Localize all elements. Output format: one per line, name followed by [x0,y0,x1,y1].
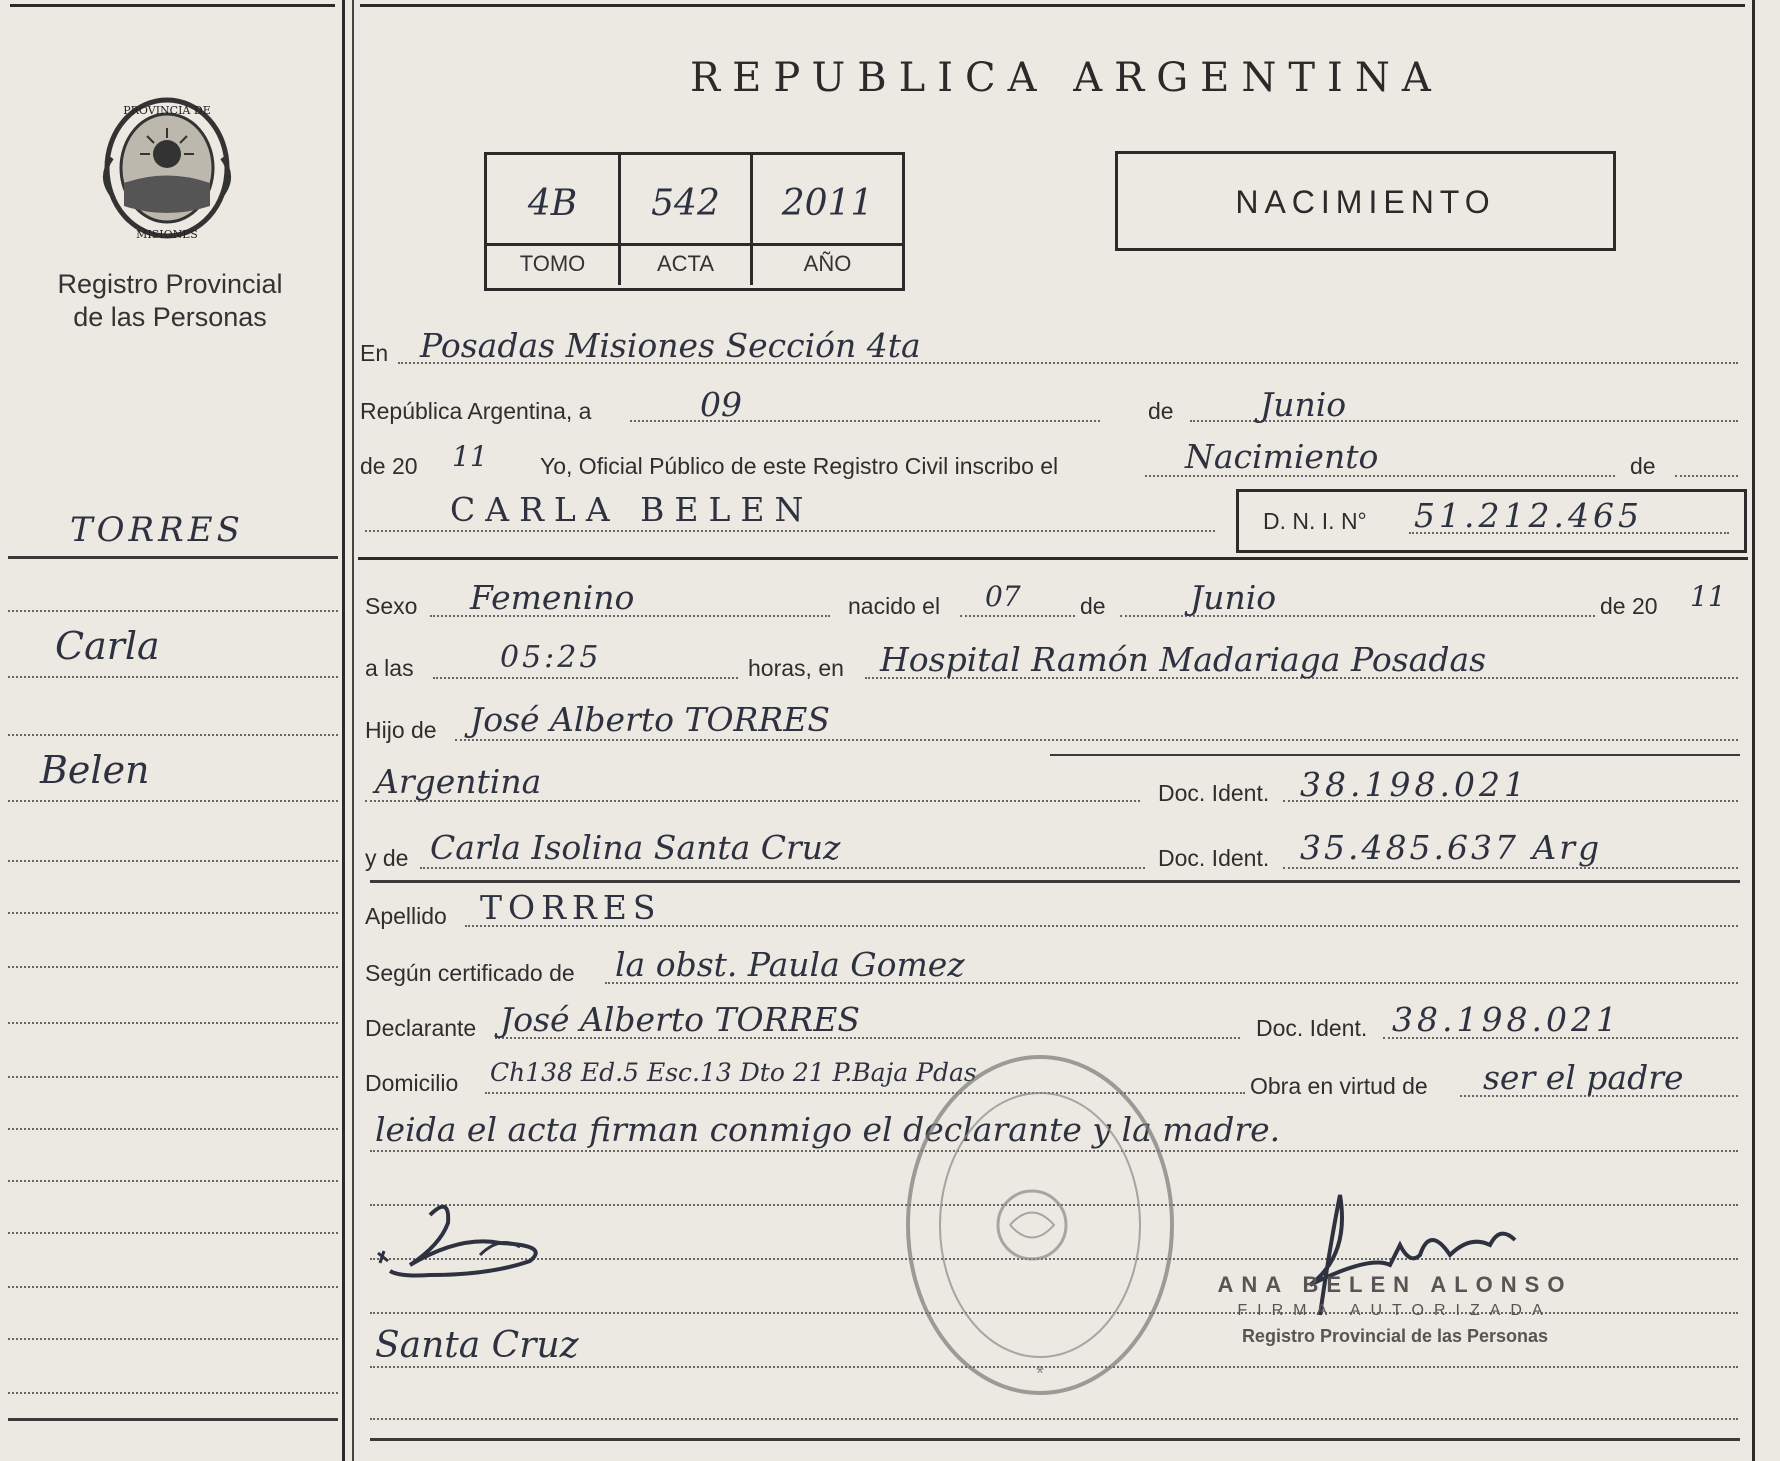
en-label: En [360,340,389,366]
margin-bottom-rule [8,1418,338,1421]
document-type-box [1115,151,1616,251]
margin-dotted-line [8,1076,338,1078]
domicilio-label: Domicilio [365,1070,459,1096]
year-prefix-label: de 20 [360,453,418,479]
column-divider-inner [352,0,354,1461]
svg-text:*: * [1036,1363,1044,1385]
segun-label: Según certificado de [365,960,575,986]
padre-doc: 38.198.021 [1300,765,1529,804]
month-de-label: de [1148,398,1174,424]
nombre-line [365,530,1215,532]
birth-de20-label: de 20 [1600,593,1658,619]
mother-signature: Santa Cruz [375,1325,579,1366]
column-divider [342,0,345,1461]
margin-dotted-line [8,676,338,678]
tomo-label: TOMO [519,251,586,276]
margin-dotted-line [8,800,338,802]
republica-label: República Argentina, a [360,398,592,424]
acta-label: ACTA [656,251,715,276]
birth-month: Junio [1190,578,1277,617]
margin-dotted-line [8,1232,338,1234]
top-rule-right [360,4,1745,7]
declarante-label: Declarante [365,1015,477,1041]
leida-value: leida el acta firman conmigo el declarante y la madre. [375,1110,1281,1149]
apellido-value: TORRES [480,888,662,927]
officer-stamp-org: Registro Provincial de las Personas [1241,1326,1549,1346]
dni-value: 51.212.465 [1414,496,1643,535]
margin-dotted-line [8,734,338,736]
margin-dotted-line [8,912,338,914]
record-number-box [484,152,905,291]
provincial-seal-icon [92,88,242,248]
hijo-label: Hijo de [365,717,437,743]
registry-name [20,268,320,334]
margin-first-name-2: Belen [40,748,150,792]
acta-cell [621,155,753,285]
document-title: REPUBLICA ARGENTINA [690,55,1443,101]
day-value: 09 [700,385,742,424]
lugar-value: Hospital Ramón Madariaga Posadas [880,640,1487,679]
padre-underline [1050,754,1740,756]
margin-dotted-line [8,1180,338,1182]
dni-box [1236,489,1747,553]
obra-value: ser el padre [1483,1058,1684,1097]
bottom-rule [370,1438,1740,1441]
margin-dotted-line [8,1338,338,1340]
father-signature-icon [370,1195,580,1285]
seal-upper-text: PROVINCIA DE [123,104,211,117]
acto-de-label: de [1630,453,1656,479]
margin-first-name-1: Carla [55,624,160,668]
birth-day-line [960,615,1075,617]
sexo-label: Sexo [365,593,418,619]
top-rule-left [10,4,335,7]
hora-line [433,677,738,679]
nombre-value: CARLA BELEN [450,490,814,529]
horas-label: horas, en [748,655,844,681]
margin-rule [8,556,338,559]
segun-value: la obst. Paula Gomez [615,945,965,984]
margin-dotted-line [8,1128,338,1130]
apellido-label: Apellido [365,903,447,929]
acto-value: Nacimiento [1185,437,1379,476]
tomo-value: 4B [527,183,578,224]
record-box-separator [487,243,902,246]
madre-doc-line [1283,867,1738,869]
padre-doc-label: Doc. Ident. [1158,780,1270,806]
margin-surname: TORRES [70,510,244,550]
seal-lower-text: MISIONES [136,228,198,241]
margin-dotted-line [8,1392,338,1394]
padre-line [455,739,1738,741]
yde-label: y de [365,845,409,871]
officer-stamp-role: FIRMA AUTORIZADA [1237,1302,1553,1319]
left-margin-column [0,0,345,1461]
nacionalidad-padre: Argentina [375,762,542,801]
madre-doc: 35.485.637 Arg [1300,828,1603,867]
signature-line [370,1418,1738,1420]
section-separator [358,557,1748,560]
margin-dotted-line [8,610,338,612]
year-value: 11 [452,440,488,473]
officer-stamp-name: ANA BELEN ALONSO [1217,1272,1573,1297]
declarante-doc: 38.198.021 [1392,1000,1621,1039]
month-value: Junio [1260,385,1347,424]
padre-value: José Alberto TORRES [470,700,830,739]
registry-line-1: Registro Provincial [57,269,283,299]
domicilio-value: Ch138 Ed.5 Esc.13 Dto 21 P.Baja Pdas [490,1058,977,1087]
madre-doc-label: Doc. Ident. [1158,845,1270,871]
parents-separator [370,880,1740,883]
anio-cell [753,155,902,285]
registry-line-2: de las Personas [73,302,267,332]
madre-line [420,867,1145,869]
margin-dotted-line [8,966,338,968]
document-type-label: NACIMIENTO [1235,184,1496,220]
alas-label: a las [365,655,414,681]
acta-value: 542 [651,183,720,224]
hospital-stamp-icon [900,1050,1180,1400]
acto-de-line [1675,475,1738,477]
right-border [1752,0,1755,1461]
margin-dotted-line [8,1286,338,1288]
margin-dotted-line [8,1022,338,1024]
tomo-cell [487,155,621,285]
officer-stamp [1195,1272,1595,1347]
margin-dotted-line [8,860,338,862]
madre-value: Carla Isolina Santa Cruz [430,828,841,867]
birth-de-label: de [1080,593,1106,619]
birth-day: 07 [985,580,1021,613]
declarante-value: José Alberto TORRES [500,1000,860,1039]
obra-label: Obra en virtud de [1250,1073,1428,1099]
en-value: Posadas Misiones Sección 4ta [420,326,921,365]
birth-year: 11 [1690,580,1726,613]
anio-value: 2011 [781,183,874,224]
nacido-label: nacido el [848,593,941,619]
declarante-doc-label: Doc. Ident. [1256,1015,1368,1041]
hora-value: 05:25 [500,640,602,675]
anio-label: AÑO [803,251,852,276]
sexo-value: Femenino [470,578,635,617]
dni-label: D. N. I. N° [1263,508,1367,534]
oficial-label: Yo, Oficial Público de este Registro Civil inscribo el [540,453,1059,479]
